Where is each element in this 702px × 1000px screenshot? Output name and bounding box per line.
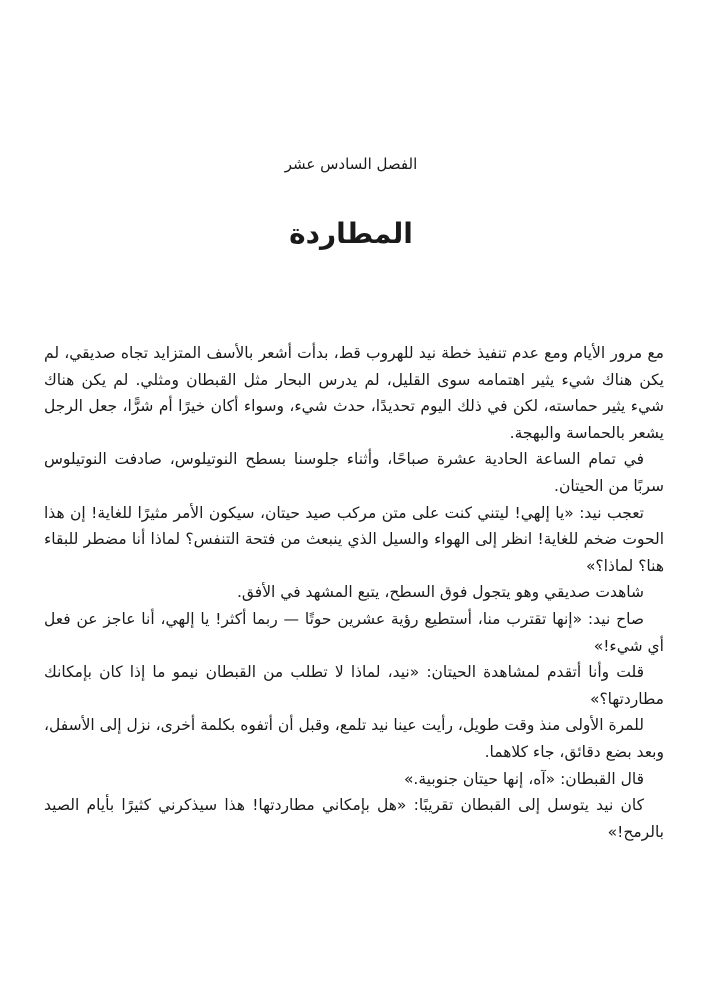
chapter-number: الفصل السادس عشر [284, 155, 418, 173]
paragraph: صاح نيد: «إنها تقترب منا، أستطيع رؤية عشرين حوتًا — ربما أكثر! يا إلهي، أنا عاجز عن فعل أي شيء!» [44, 609, 664, 655]
paragraph: قلت وأنا أتقدم لمشاهدة الحيتان: «نيد، لماذا لا تطلب من القبطان نيمو ما إذا كان بإمكانك مطاردتها؟» [44, 663, 664, 708]
paragraph: للمرة الأولى منذ وقت طويل، رأيت عينا نيد تلمع، وقبل أن أتفوه بكلمة أخرى، نزل إلى الأسفل، وبعد بضع دقائق، جاء كلاهما. [44, 716, 664, 761]
chapter-body [44, 340, 664, 845]
paragraph: كان نيد يتوسل إلى القبطان تقريبًا: «هل بإمكاني مطاردتها! هذا سيذكرني كثيرًا بأيام الصيد بالرمح!» [44, 796, 664, 841]
paragraph: في تمام الساعة الحادية عشرة صباحًا، وأثناء جلوسنا بسطح النوتيلوس، صادفت النوتيلوس سربًا من الحيتان. [44, 450, 664, 495]
paragraph: تعجب نيد: «يا إلهي! ليتني كنت على متن مركب صيد حيتان، سيكون الأمر مثيرًا للغاية! إن هذا الحوت ضخم للغاية! انظر إلى الهواء والسيل الذي ينبعث من فتحة التنفس؟ لماذا أنا مضطر للبقاء هنا؟ لماذا؟» [44, 503, 664, 575]
paragraph: شاهدت صديقي وهو يتجول فوق السطح، يتبع المشهد في الأفق. [236, 583, 644, 602]
paragraph: مع مرور الأيام ومع عدم تنفيذ خطة نيد للهروب قط، بدأت أشعر بالأسف المتزايد تجاه صديقي، لم يكن هناك شيء يثير اهتمامه سوى القليل، لم يدرس البحار مثل القبطان ومثلي. لم يكن هناك شيء يثير حماسته، لكن في ذلك اليوم تحديدًا، حدث شيء، وسواء أكان خيرًا أم شرًّا، جعل الرجل يشعر بالحماسة والبهجة. [44, 344, 664, 442]
chapter-title: المطاردة [289, 217, 413, 250]
paragraph: قال القبطان: «آه، إنها حيتان جنوبية.» [403, 769, 644, 788]
